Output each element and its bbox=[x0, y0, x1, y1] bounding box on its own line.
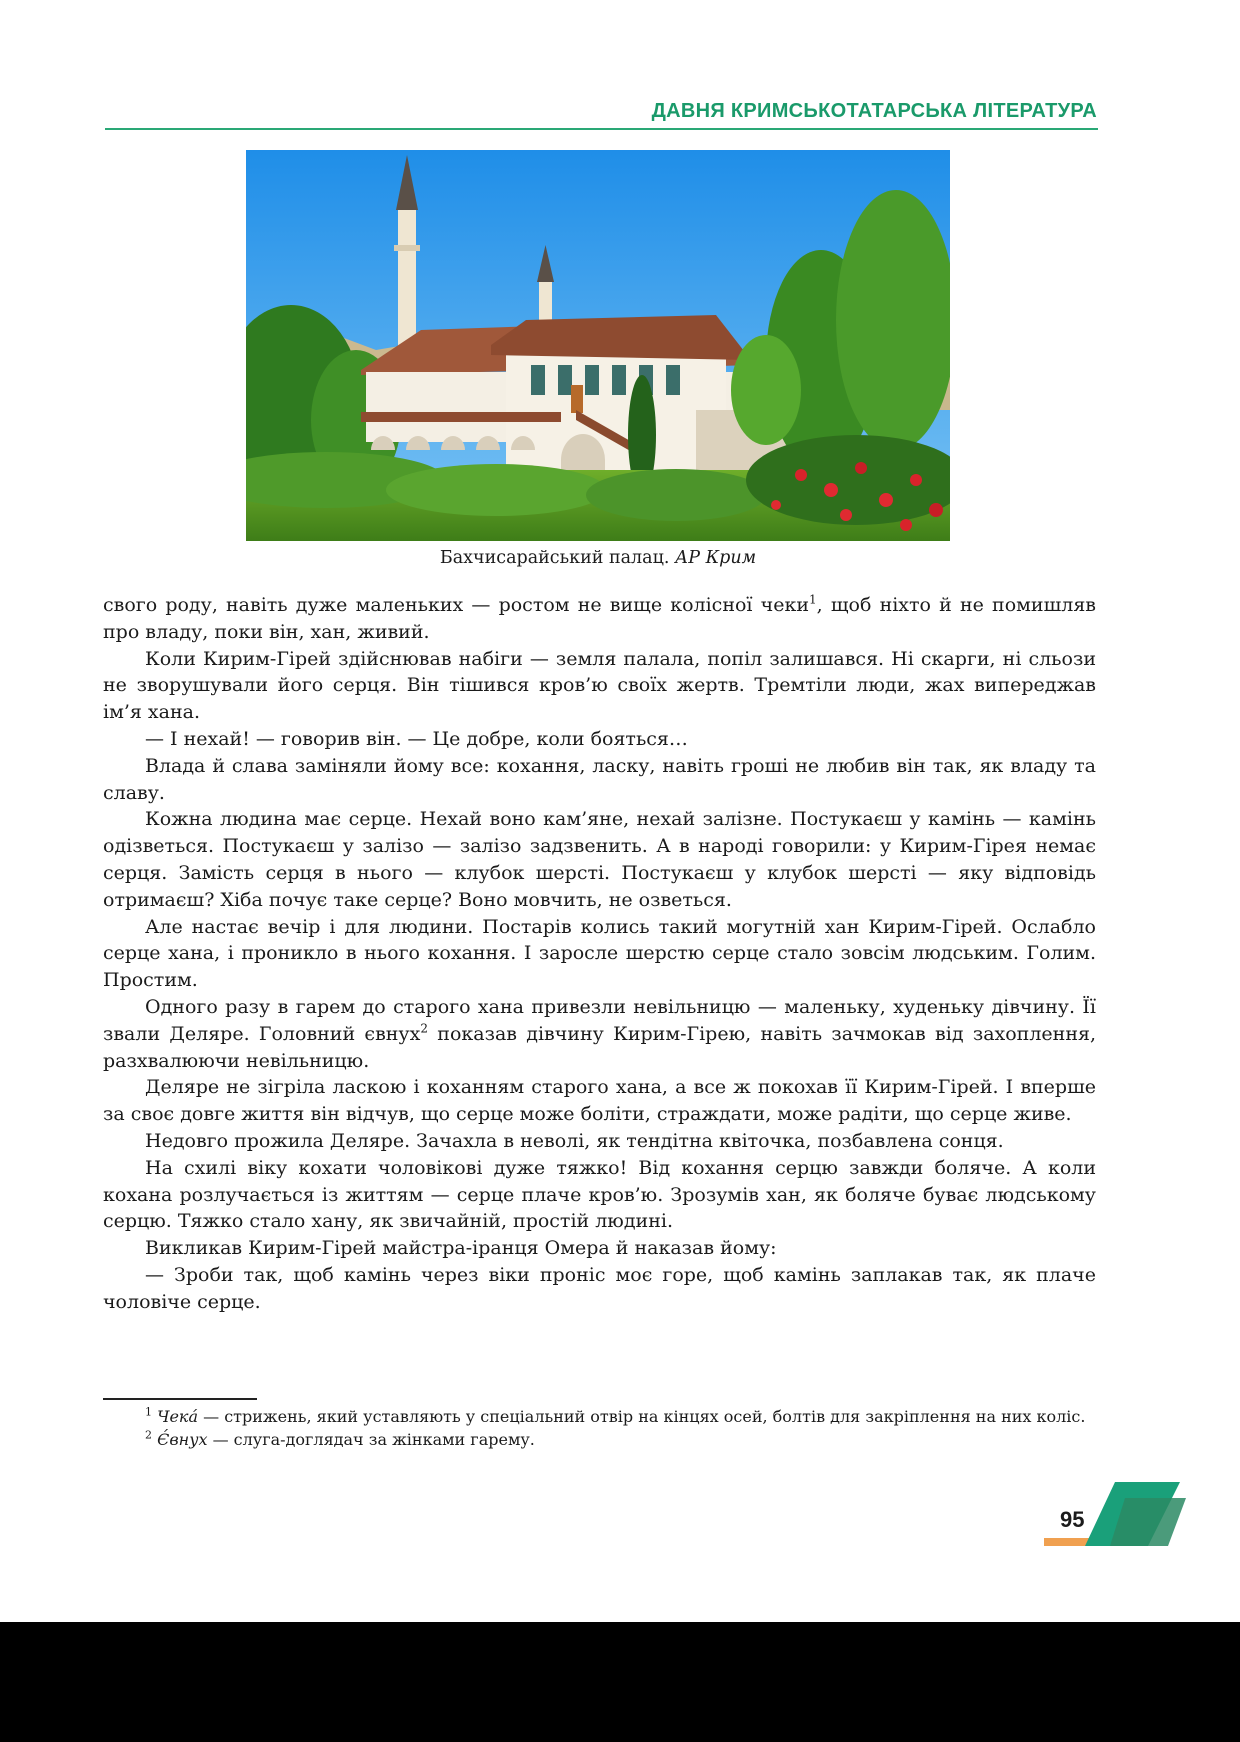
caption-location: АР Крим bbox=[675, 548, 757, 568]
text-run: , щоб ніхто й не помишляв про владу, поки він, хан, живий. bbox=[103, 594, 1096, 643]
footnote-text: — слуга-доглядач за жінками гарему. bbox=[207, 1430, 535, 1449]
paragraph bbox=[103, 592, 1096, 646]
paragraph: Деляре не зігріла ласкою і коханням старого хана, а все ж покохав її Кирим-Гірей. І вперше за своє довге життя він відчув, що серце може боліти, страждати, може радіти, що серце живе. bbox=[103, 1076, 1096, 1126]
paragraph: Коли Кирим-Гірей здійснював набіги — земля палала, попіл залишався. Ні скарги, ні сльози не зворушували його серця. Він тішився кров’ю своїх жертв. Тремтіли люди, жах випереджав ім’я хана. bbox=[103, 647, 1096, 724]
paragraph bbox=[103, 994, 1096, 1074]
paragraph: На схилі віку кохати чоловікові дуже тяжко! Від кохання серцю завжди боляче. А коли кохана розлучається із життям — серце плаче кров’ю. Зрозумів хан, як боляче буває людському серцю. Тяжко стало хану, як звичайній, простій людині. bbox=[103, 1156, 1096, 1233]
footnote bbox=[103, 1428, 1096, 1451]
paragraph: Кожна людина має серце. Нехай воно кам’яне, нехай залізне. Постукаєш у камінь — камінь одізветься. Постукаєш у залізо — залізо задзвенить. А в народі говорили: у Кирим-Гірея немає серця. Замість серця в нього — клубок шерсті. Постукаєш у клубок шерсті — яку відповідь отримаєш? Хіба почує таке серце? Воно мовчить, не озветься. bbox=[103, 808, 1096, 911]
text-run: показав дівчину Кирим-Гірею, навіть зачмокав від захоплення, разхвалюючи невільницю. bbox=[103, 1022, 1097, 1072]
footnote-term: Чека́ bbox=[157, 1407, 199, 1426]
paragraph: Влада й слава заміняли йому все: кохання, ласку, навіть гроші не любив він так, як владу та славу. bbox=[103, 754, 1096, 804]
paragraph: — І нехай! — говорив він. — Це добре, коли бояться… bbox=[145, 727, 688, 750]
page-number: 95 bbox=[1060, 1507, 1085, 1532]
footnote-ref: 1 bbox=[809, 592, 817, 607]
footnotes bbox=[103, 1405, 1096, 1451]
caption-text: Бахчисарайський палац. bbox=[439, 548, 675, 568]
footnote-mark: 2 bbox=[145, 1428, 152, 1442]
story-text bbox=[103, 592, 1096, 1316]
palace-illustration bbox=[246, 150, 950, 541]
footnote-mark: 1 bbox=[145, 1405, 152, 1419]
palace-photo bbox=[246, 150, 950, 541]
text-run: Одного разу в гарем до старого хана привезли невільницю — маленьку, худеньку дівчину. Її звали Деляре. Головний євнух bbox=[103, 995, 1096, 1045]
footnote-rule bbox=[103, 1398, 257, 1400]
paragraph: Викликав Кирим-Гірей майстра-іранця Омера й наказав йому: bbox=[145, 1237, 777, 1260]
photo-caption bbox=[0, 548, 1196, 568]
paragraph: Але настає вечір і для людини. Постарів колись такий могутній хан Кирим-Гірей. Ослабло серце хана, і проникло в нього кохання. І заросле шерстю серце стало зовсім людським. Голим. Простим. bbox=[103, 915, 1096, 992]
footnote-term: Є́внух bbox=[157, 1430, 208, 1449]
running-head: ДАВНЯ КРИМСЬКОТАТАРСЬКА ЛІТЕРАТУРА bbox=[651, 100, 1097, 122]
footnote-ref: 2 bbox=[420, 1021, 428, 1036]
header-rule bbox=[105, 128, 1098, 130]
footnote-text: — стрижень, який уставляють у спеціальний отвір на кінцях осей, болтів для закріплення на них коліс. bbox=[198, 1407, 1086, 1426]
paragraph: — Зроби так, щоб камінь через віки проніс моє горе, щоб камінь заплакав так, як плаче чоловіче серце. bbox=[103, 1263, 1096, 1313]
footnote bbox=[103, 1405, 1096, 1428]
text-run: свого роду, навіть дуже маленьких — ростом не вище колісної чеки bbox=[103, 594, 810, 616]
paragraph: Недовго прожила Деляре. Зачахла в неволі, як тендітна квіточка, позбавлена сонця. bbox=[145, 1129, 1004, 1152]
